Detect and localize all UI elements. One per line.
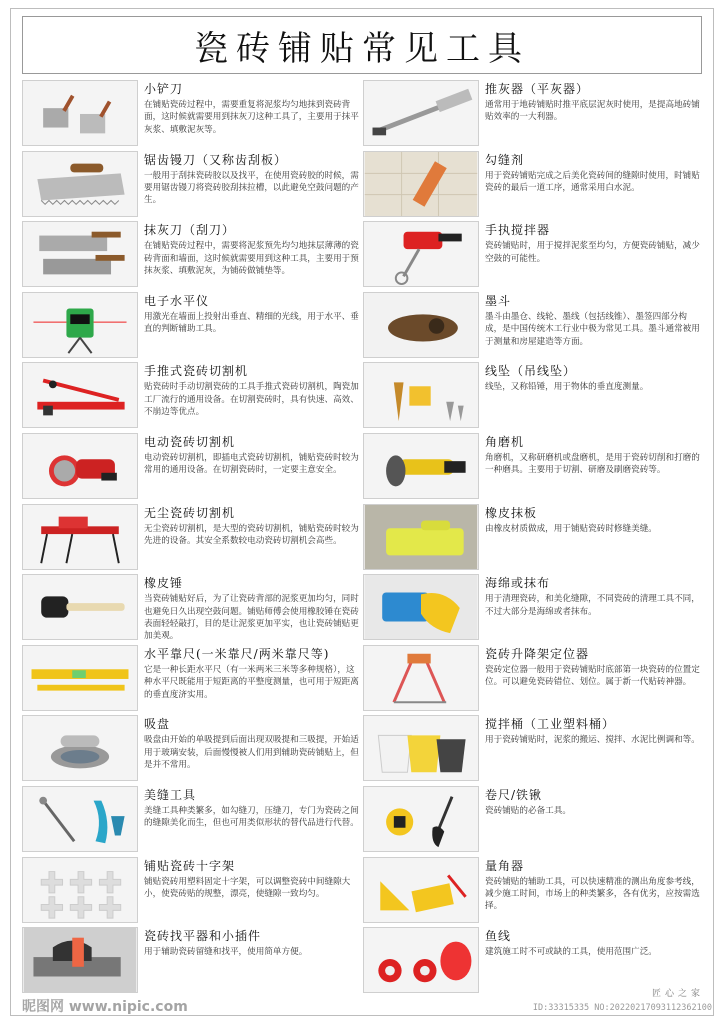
tool-text [144,364,360,418]
tool-text [144,929,360,958]
laser-protractor-icon [363,857,479,923]
tool-name: 电动瓷砖切割机 [144,434,236,449]
tile-positioner-icon [363,645,479,711]
tool-name: 水平靠尺(一米靠尺/两米靠尺等) [144,646,330,661]
tool-name: 瓷砖升降架定位器 [485,646,590,661]
manual-tile-cutter-icon [22,362,138,428]
tape-shovel-icon [363,786,479,852]
right-item [363,219,703,290]
tool-name: 推灰器（平灰器） [485,82,590,96]
tool-text [144,506,360,548]
tool-name: 电子水平仪 [144,293,210,308]
left-item [22,360,362,431]
left-item [22,925,362,996]
left-item [22,431,362,502]
tool-description: 用于瓷砖铺贴时，泥浆的搬运、搅拌、水泥比例调和等。 [485,735,700,746]
tool-text [485,153,701,195]
right-item [363,713,703,784]
left-item [22,784,362,855]
tool-text [485,364,701,393]
tool-description: 线坠，又称铅锤，用于物体的垂直度测量。 [485,382,649,393]
page-title: 瓷砖铺贴常见工具 [194,28,530,69]
tool-text [144,435,360,477]
angle-grinder-icon [363,433,479,499]
putty-knife-icon [22,80,138,146]
tool-name: 手推式瓷砖切割机 [144,364,249,379]
tool-name: 线坠（吊线坠） [485,364,577,379]
tool-text [144,82,360,136]
tool-text [485,82,701,124]
tool-description: 瓷砖铺贴时，用于搅拌泥浆至均匀，方便瓷砖铺贴，减少空鼓的可能性。 [485,241,700,264]
tool-description: 瓷砖铺贴的必备工具。 [485,805,571,816]
grout-tools-icon [22,786,138,852]
tool-description: 在铺贴瓷砖过程中，需要将泥浆预先均匀地抹层薄薄的瓷砖背面和墙面，这时候就需要用到这种工具，主要用于预抹灰浆、填敷泥灰，为铺砖做铺垫等。 [144,241,359,276]
tool-name: 量角器 [485,858,525,873]
spirit-level-icon [22,645,138,711]
tool-description: 贴瓷砖时手动切割瓷砖的工具手推式瓷砖切割机，陶瓷加工厂流行的通用设备。在切割瓷砖时，具有快速、高效、不崩边等优点。 [144,382,359,418]
tile-spacer-icon [22,857,138,923]
tool-description: 墨斗由墨仓、线轮、墨线（包括线锥）、墨签四部分构成，是中国传统木工行业中极为常见工具。墨斗通常被用于测量和房屋建造等方面。 [485,311,700,347]
right-item [363,502,703,573]
tool-description: 建筑施工时不可或缺的工具，使用范围广泛。 [485,947,657,958]
tool-description: 用于辅助瓷砖留缝和找平，使用简单方便。 [144,947,308,958]
tool-text [485,435,701,477]
tool-description: 吸盘由开始的单吸提到后面出现双吸提和三吸提，开始适用于玻璃安装，后面慢慢被人们用到辅助瓷砖铺贴上，但是并不常用。 [144,735,359,771]
tool-text [485,223,701,265]
tool-text [144,576,360,643]
tool-text [485,506,701,535]
fishing-line-icon [363,927,479,993]
right-column [363,78,703,996]
right-item [363,360,703,431]
watermark-logo: 昵图网 www.nipic.com [22,999,188,1015]
plumb-bob-icon [363,362,479,428]
tool-name: 小铲刀 [144,82,184,96]
tool-name: 鱼线 [485,929,512,944]
tool-name: 锯齿镘刀（又称齿刮板） [144,152,288,167]
tool-text [485,717,701,746]
grout-gun-icon [363,151,479,217]
laser-level-icon [22,292,138,358]
tool-name: 搅拌桶（工业塑料桶） [485,717,616,732]
tool-description: 由橡皮材质做成，用于铺贴瓷砖时修缝美缝。 [485,523,657,534]
tool-description: 电动瓷砖切割机，即插电式瓷砖切割机，铺贴瓷砖时较为常用的通用设备。在切割瓷砖时，一定要主意安全。 [144,452,359,476]
tool-name: 抹灰刀（刮刀） [144,223,236,238]
right-item [363,290,703,361]
tool-name: 无尘瓷砖切割机 [144,505,236,520]
mixing-bucket-icon [363,715,479,781]
ink-line-icon [363,292,479,358]
left-item [22,219,362,290]
tool-description: 一般用于刮抹瓷砖胶以及找平，在使用瓷砖胶的时候，需要用锯齿镘刀将瓷砖胶刮抹拉槽，以此避免空鼓问题的产生。 [144,170,359,206]
tool-name: 卷尺/铁锹 [485,787,543,802]
right-item [363,784,703,855]
tool-name: 吸盘 [144,717,171,732]
right-item [363,643,703,714]
tool-description: 它是一种长距水平尺（有一米两米三米等多种规格），这种水平尺既能用于短距离的平整度测量，也可用于短距离的垂直度济实用。 [144,664,359,700]
tool-name: 角磨机 [485,434,525,449]
tool-name: 铺贴瓷砖十字架 [144,858,236,873]
tool-description: 无尘瓷砖切割机，是大型的瓷砖切割机，铺贴瓷砖时较为先进的设备。其安全系数较电动瓷砖切割机会高些。 [144,523,359,546]
left-item [22,713,362,784]
tool-text [144,859,360,901]
tool-description: 在铺贴瓷砖过程中，需要重复将泥浆均匀地抹到瓷砖背面，这时候就需要用到抹灰刀这种工具了，主要用于抹平灰浆、填敷泥灰等。 [144,100,359,135]
tool-text [485,788,701,817]
tool-name: 瓷砖找平器和小插件 [144,929,262,944]
left-item [22,78,362,149]
right-item [363,855,703,926]
right-item [363,431,703,502]
tool-description: 瓷砖定位器一般用于瓷砖铺贴时底部第一块瓷砖的位置定位。可以避免瓷砖错位、划位。属于新一代贴砖神器。 [485,664,700,688]
left-column [22,78,362,996]
tool-name: 手执搅拌器 [485,223,551,238]
leveling-system-icon [22,927,138,993]
tool-text [144,647,360,701]
tool-text [485,576,701,618]
tool-text [485,859,701,913]
tool-text [485,929,701,958]
right-item [363,572,703,643]
tool-name: 海绵或抹布 [485,576,551,591]
tool-text [485,647,701,689]
tool-name: 美缝工具 [144,787,197,802]
tool-description: 瓷砖铺贴的辅助工具，可以快速精准的测出角度参考线，减少施工时间，市场上的种类繁多，各有优劣，应按需选择。 [485,876,700,912]
left-item [22,855,362,926]
tool-description: 用于瓷砖铺贴完成之后美化瓷砖间的缝隙时使用，时铺贴瓷砖的最后一道工序，通常采用白水泥。 [485,170,700,193]
tool-description: 用激光在墙面上投射出垂直、精细的光线，用于水平、垂直的判断辅助工具。 [144,311,359,335]
tool-name: 橡皮抹板 [485,505,538,520]
sponge-icon [363,574,479,640]
left-item [22,502,362,573]
right-item [363,149,703,220]
mortar-pusher-icon [363,80,479,146]
tool-description: 美缝工具种类繁多，如勾缝刀，压缝刀，专门为瓷砖之间的缝隙美化而生，但也可用类似形状的替代品进行代替。 [144,805,359,829]
tool-description: 铺贴瓷砖用塑料固定十字架，可以调整瓷砖中间缝隙大小，使瓷砖贴的规整，漂亮，使缝隙一致均匀。 [144,876,351,899]
tool-text [144,717,360,771]
suction-cup-icon [22,715,138,781]
tool-name: 勾缝剂 [485,152,525,167]
tool-description: 角磨机，又称研磨机或盘磨机，是用于瓷砖切削和打磨的一种磨具。主要用于切割、研磨及刷磨瓷砖等。 [485,452,700,476]
dustless-cutter-icon [22,504,138,570]
tool-text [144,223,360,277]
rubber-mallet-icon [22,574,138,640]
tool-text [485,294,701,348]
tool-text [144,153,360,207]
title-box [22,16,702,74]
right-item [363,78,703,149]
watermark-id: ID:33315335 NO:20220217093112362100 [532,1003,712,1013]
rubber-float-icon [363,504,479,570]
left-item [22,572,362,643]
plaster-trowel-icon [22,221,138,287]
left-item [22,290,362,361]
left-item [22,149,362,220]
tool-description: 用于清理瓷砖，和美化缝隙，不同瓷砖的清理工具不同，不过大部分是海绵或者抹布。 [485,594,700,617]
electric-cutter-icon [22,433,138,499]
tool-name: 墨斗 [485,293,512,308]
signature: 匠心之家 [651,989,704,999]
tool-text [144,294,360,336]
tool-description: 通常用于地砖铺贴时推平底层泥灰时使用，是提高地砖铺贴效率的一大利器。 [485,100,700,123]
tool-description: 当瓷砖铺贴好后，为了让瓷砖背部的泥浆更加均匀，同时也避免日久出现空鼓问题。铺贴师傅会使用橡胶锤在瓷砖表面轻轻敲打，目的是让泥浆更加平实，也让瓷砖铺贴更加美观。 [144,594,359,642]
notched-trowel-icon [22,151,138,217]
tool-name: 橡皮锤 [144,576,184,591]
left-item [22,643,362,714]
tool-text [144,788,360,830]
hand-mixer-icon [363,221,479,287]
